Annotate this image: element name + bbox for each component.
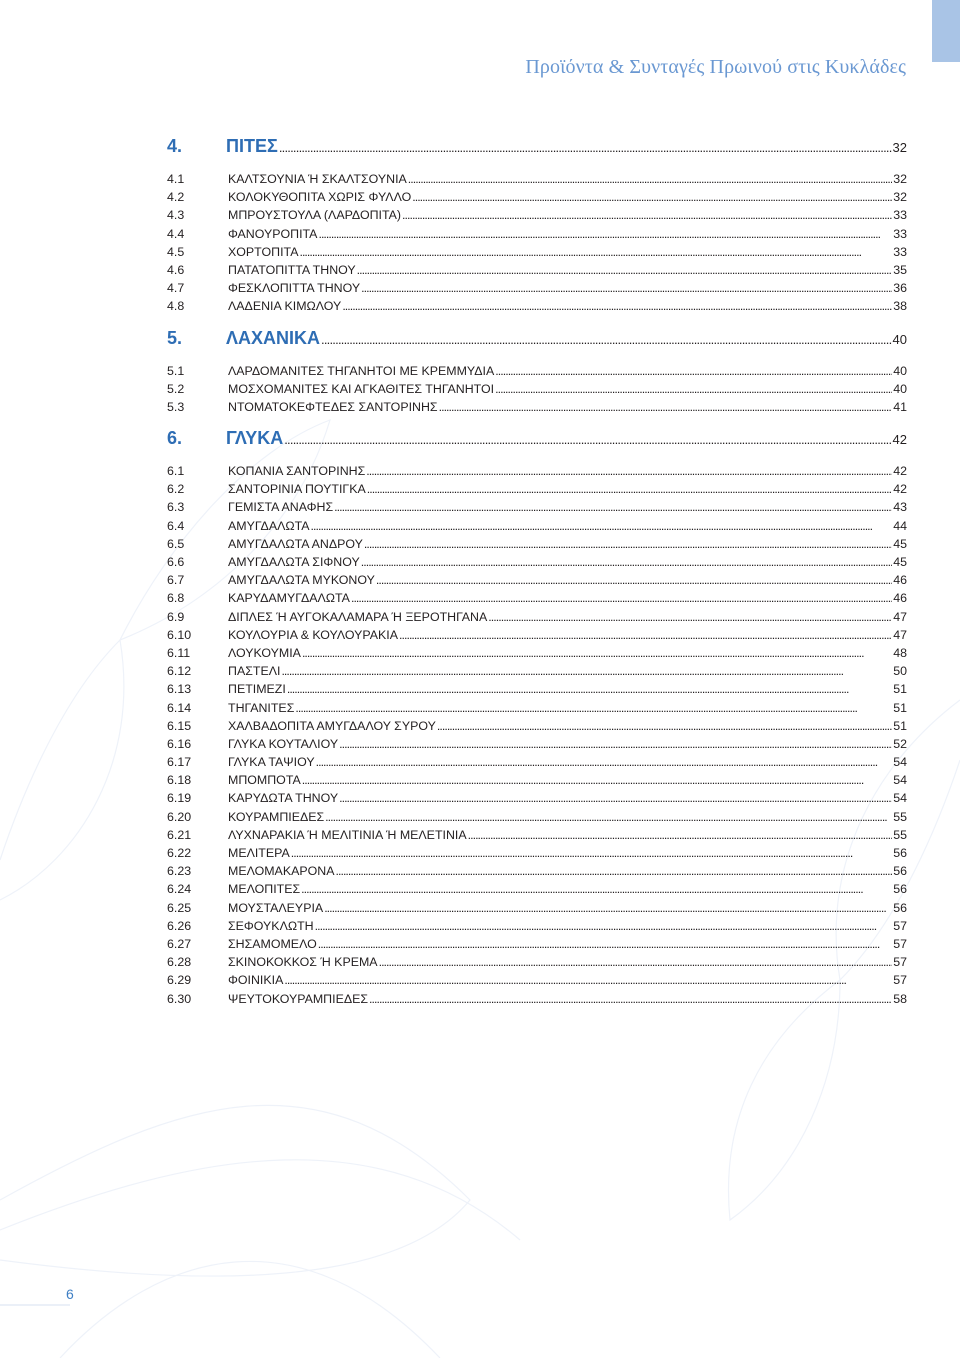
entry-number: 4.4 [167, 226, 185, 241]
dot-leader [291, 844, 892, 862]
entry-number: 6.25 [167, 900, 192, 915]
toc-section-heading[interactable] [167, 136, 907, 161]
entry-page-number: 56 [893, 900, 907, 915]
dot-leader [495, 362, 892, 380]
entry-page-number: 45 [893, 555, 907, 569]
entry-number: 6.28 [167, 955, 192, 970]
entry-title: ΣΑΝΤΟΡΙΝΙΑ ΠΟΥΤΙΓΚΑ [228, 482, 366, 497]
section-title: ΓΛΥΚΑ [226, 428, 284, 449]
toc-entry[interactable] [167, 188, 907, 206]
entry-number: 6.9 [167, 609, 185, 624]
dot-leader [281, 662, 892, 680]
toc-entry[interactable] [167, 380, 907, 398]
page-number: 6 [66, 1286, 74, 1302]
entry-number: 6.13 [167, 682, 192, 697]
entry-title: ΛΥΧΝΑΡΑΚΙΑ Ή ΜΕΛΙΤΙΝΙΑ Ή ΜΕΛΕΤΙΝΙΑ [228, 827, 467, 842]
heading-gap [167, 161, 907, 170]
entry-page-number: 55 [893, 827, 907, 842]
entry-number: 6.15 [167, 718, 192, 733]
toc-entry[interactable] [167, 717, 907, 735]
dot-leader [357, 261, 893, 279]
section-number: 4. [167, 136, 183, 156]
entry-number: 6.6 [167, 555, 185, 569]
dot-leader [316, 753, 893, 771]
entry-page-number: 41 [893, 399, 907, 414]
entry-title: ΑΜΥΓΔΑΛΩΤΑ ΑΝΔΡΟΥ [228, 536, 363, 551]
toc-entry[interactable] [167, 462, 907, 480]
entry-title: ΑΜΥΓΔΑΛΩΤΑ ΣΙΦΝΟΥ [228, 555, 360, 569]
table-of-contents [167, 136, 907, 1008]
entry-number: 6.29 [167, 973, 192, 988]
section-page-number: 42 [892, 432, 907, 448]
entry-page-number: 42 [893, 464, 907, 479]
section-title: ΛΑΧΑΝΙΚΑ [226, 327, 321, 348]
dot-leader [366, 462, 892, 480]
entry-page-number: 32 [893, 172, 907, 186]
entry-page-number: 57 [893, 955, 907, 970]
entry-number: 4.7 [167, 281, 185, 296]
toc-entry[interactable] [167, 589, 907, 607]
entry-number: 6.22 [167, 846, 192, 860]
toc-entry[interactable] [167, 971, 907, 989]
entry-title: ΜΟΥΣΤΑΛΕΥΡΙΑ [228, 900, 324, 915]
entry-title: ΜΕΛΟΜΑΚΑΡΟΝΑ [228, 864, 335, 879]
toc-entry[interactable] [167, 680, 907, 698]
entry-title: ΚΟΥΡΑΜΠΙΕΔΕΣ [228, 809, 325, 824]
dot-leader [488, 608, 892, 626]
entry-title: ΦΕΣΚΛΟΠΙΤΤΑ ΤΗΝΟΥ [228, 281, 361, 296]
entry-number: 6.30 [167, 991, 192, 1006]
dot-leader [284, 971, 892, 989]
section-gap [167, 316, 907, 328]
dot-leader [302, 771, 892, 789]
entry-page-number: 51 [893, 682, 907, 697]
entry-title: ΑΜΥΓΔΑΛΩΤΑ ΜΥΚΟΝΟΥ [228, 573, 375, 588]
entry-page-number: 44 [893, 518, 907, 533]
dot-leader [318, 225, 892, 243]
entry-number: 6.19 [167, 791, 192, 806]
entry-number: 6.16 [167, 736, 192, 751]
entry-number: 6.8 [167, 591, 185, 606]
toc-entry[interactable] [167, 206, 907, 224]
dot-leader [369, 990, 892, 1008]
section-page-number: 32 [892, 140, 907, 155]
toc-entry[interactable] [167, 699, 907, 717]
entry-title: ΜΕΛΙΤΕΡΑ [228, 846, 290, 860]
entry-number: 6.5 [167, 536, 185, 551]
toc-entry[interactable] [167, 862, 907, 880]
entry-title: ΚΑΡΥΔΩΤΑ ΤΗΝΟΥ [228, 791, 339, 806]
toc-entry[interactable] [167, 808, 907, 826]
entry-page-number: 33 [893, 208, 907, 223]
toc-entry[interactable] [167, 935, 907, 953]
entry-number: 6.2 [167, 482, 185, 497]
toc-entry[interactable] [167, 771, 907, 789]
entry-page-number: 54 [893, 755, 907, 770]
section-page-number: 40 [892, 331, 907, 347]
toc-entry[interactable] [167, 844, 907, 862]
entry-title: ΦΟΙΝΙΚΙΑ [228, 973, 284, 988]
entry-title: ΣΚΙΝΟΚΟΚΚΟΣ Ή ΚΡΕΜΑ [228, 955, 378, 970]
entry-page-number: 52 [893, 736, 907, 751]
dot-leader [279, 140, 892, 155]
entry-page-number: 58 [893, 991, 907, 1006]
heading-gap [167, 453, 907, 462]
entry-number: 6.23 [167, 864, 192, 879]
dot-leader [339, 735, 892, 753]
entry-number: 4.5 [167, 244, 185, 259]
dot-leader [402, 206, 892, 224]
entry-page-number: 35 [893, 262, 907, 277]
dot-leader [351, 589, 892, 607]
dot-leader [408, 170, 892, 188]
toc-entry[interactable] [167, 826, 907, 844]
entry-title: ΨΕΥΤΟΚΟΥΡΑΜΠΙΕΔΕΣ [228, 991, 369, 1006]
entry-page-number: 43 [893, 500, 907, 515]
entry-page-number: 57 [893, 918, 907, 933]
toc-section-heading[interactable] [167, 428, 907, 453]
dot-leader [301, 880, 892, 898]
entry-page-number: 46 [893, 573, 907, 588]
dot-leader [299, 243, 892, 261]
entry-number: 6.17 [167, 755, 192, 770]
dot-leader [321, 332, 892, 347]
toc-entry[interactable] [167, 297, 907, 315]
dot-leader [361, 553, 892, 571]
entry-title: ΠΑΣΤΕΛΙ [228, 664, 281, 679]
toc-entry[interactable] [167, 735, 907, 753]
entry-title: ΓΛΥΚΑ ΤΑΨΙΟΥ [228, 755, 315, 770]
toc-entry[interactable] [167, 535, 907, 553]
entry-title: ΓΛΥΚΑ ΚΟΥΤΑΛΙΟΥ [228, 736, 339, 751]
entry-page-number: 54 [893, 773, 907, 788]
dot-leader [284, 432, 891, 447]
dot-leader [364, 535, 892, 553]
entry-page-number: 56 [893, 864, 907, 879]
toc-entry[interactable] [167, 571, 907, 589]
toc-entry[interactable] [167, 279, 907, 297]
entry-page-number: 33 [893, 244, 907, 259]
corner-tab [932, 0, 960, 62]
toc-entry[interactable] [167, 608, 907, 626]
entry-title: ΧΑΛΒΑΔΟΠΙΤΑ ΑΜΥΓΔΑΛΟΥ ΣΥΡΟΥ [228, 718, 436, 733]
entry-page-number: 57 [893, 973, 907, 988]
dot-leader [339, 789, 892, 807]
running-header-title: Προϊόντα & Συνταγές Πρωινού στις Κυκλάδες [525, 56, 906, 78]
toc-entry[interactable] [167, 170, 907, 188]
entry-page-number: 55 [893, 809, 907, 824]
dot-leader [324, 899, 892, 917]
entry-number: 6.7 [167, 573, 185, 588]
dot-leader [379, 953, 893, 971]
entry-page-number: 33 [893, 226, 907, 241]
entry-page-number: 32 [893, 190, 907, 205]
dot-leader [367, 480, 892, 498]
entry-page-number: 45 [893, 536, 907, 551]
entry-page-number: 46 [893, 591, 907, 606]
entry-title: ΑΜΥΓΔΑΛΩΤΑ [228, 518, 310, 533]
dot-leader [325, 808, 892, 826]
entry-number: 4.6 [167, 262, 185, 277]
entry-title: ΧΟΡΤΟΠΙΤΑ [228, 244, 299, 259]
section-number: 5. [167, 327, 183, 348]
entry-page-number: 56 [893, 846, 907, 860]
dot-leader [468, 826, 893, 844]
entry-title: ΚΟΛΟΚΥΘΟΠΙΤΑ ΧΩΡΙΣ ΦΥΛΛΟ [228, 190, 412, 205]
entry-number: 6.14 [167, 700, 192, 715]
dot-leader [287, 680, 892, 698]
entry-number: 6.20 [167, 809, 192, 824]
entry-title: ΦΑΝΟΥΡΟΠΙΤΑ [228, 226, 318, 241]
entry-number: 6.10 [167, 627, 192, 642]
entry-number: 6.26 [167, 918, 192, 933]
section-number: 6. [167, 428, 183, 449]
entry-number: 6.3 [167, 500, 185, 515]
entry-title: ΛΑΡΔΟΜΑΝΙΤΕΣ ΤΗΓΑΝΗΤΟΙ ΜΕ ΚΡΕΜΜΥΔΙΑ [228, 363, 495, 378]
entry-title: ΜΕΛΟΠΙΤΕΣ [228, 882, 301, 897]
dot-leader [315, 917, 893, 935]
toc-entry[interactable] [167, 880, 907, 898]
entry-page-number: 54 [893, 791, 907, 806]
toc-entry[interactable] [167, 398, 907, 416]
dot-leader [334, 498, 892, 516]
toc-entry[interactable] [167, 553, 907, 571]
entry-title: ΜΟΣΧΟΜΑΝΙΤΕΣ ΚΑΙ ΑΓΚΑΘΙΤΕΣ ΤΗΓΑΝΗΤΟΙ [228, 381, 495, 396]
toc-entry[interactable] [167, 917, 907, 935]
entry-number: 4.2 [167, 190, 185, 205]
dot-leader [335, 862, 892, 880]
entry-number: 5.1 [167, 363, 185, 378]
toc-entry[interactable] [167, 662, 907, 680]
entry-number: 4.1 [167, 172, 185, 186]
dot-leader [399, 626, 892, 644]
dot-leader [295, 699, 892, 717]
toc-entry[interactable] [167, 789, 907, 807]
entry-title: ΛΟΥΚΟΥΜΙΑ [228, 645, 301, 660]
entry-title: ΚΑΡΥΔΑΜΥΓΔΑΛΩΤΑ [228, 591, 350, 606]
toc-entry[interactable] [167, 899, 907, 917]
dot-leader [311, 517, 893, 535]
toc-entry[interactable] [167, 480, 907, 498]
entry-page-number: 56 [893, 882, 907, 897]
dot-leader [361, 279, 892, 297]
toc-entry[interactable] [167, 990, 907, 1008]
entry-title: ΚΑΛΤΣΟΥΝΙΑ Ή ΣΚΑΛΤΣΟΥΝΙΑ [228, 172, 407, 186]
entry-page-number: 47 [893, 627, 907, 642]
entry-title: ΔΙΠΛΕΣ Ή ΑΥΓΟΚΑΛΑΜΑΡΑ Ή ΞΕΡΟΤΗΓΑΝΑ [228, 609, 488, 624]
entry-page-number: 38 [893, 299, 907, 314]
toc-entry[interactable] [167, 626, 907, 644]
dot-leader [437, 717, 892, 735]
entry-page-number: 36 [893, 281, 907, 296]
entry-number: 6.24 [167, 882, 192, 897]
entry-title: ΠΕΤΙΜΕΖΙ [228, 682, 286, 697]
dot-leader [318, 935, 892, 953]
dot-leader [495, 380, 892, 398]
dot-leader [412, 188, 892, 206]
entry-title: ΛΑΔΕΝΙΑ ΚΙΜΩΛΟΥ [228, 299, 342, 314]
entry-page-number: 42 [893, 482, 907, 497]
section-title: ΠΙΤΕΣ [226, 136, 278, 156]
entry-title: ΜΠΟΜΠΟΤΑ [228, 773, 301, 788]
entry-page-number: 48 [893, 645, 907, 660]
entry-number: 6.11 [167, 645, 191, 660]
dot-leader [342, 297, 892, 315]
entry-page-number: 57 [893, 936, 907, 951]
entry-title: ΓΕΜΙΣΤΑ ΑΝΑΦΗΣ [228, 500, 334, 515]
entry-number: 4.8 [167, 299, 185, 314]
entry-number: 6.12 [167, 664, 192, 679]
entry-title: ΠΑΤΑΤΟΠΙΤΤΑ ΤΗΝΟΥ [228, 262, 356, 277]
entry-title: ΝΤΟΜΑΤΟΚΕΦΤΕΔΕΣ ΣΑΝΤΟΡΙΝΗΣ [228, 399, 438, 414]
entry-number: 4.3 [167, 208, 185, 223]
entry-number: 6.27 [167, 936, 192, 951]
section-gap [167, 416, 907, 428]
heading-gap [167, 353, 907, 362]
entry-page-number: 40 [893, 381, 907, 396]
entry-number: 6.18 [167, 773, 192, 788]
entry-page-number: 51 [893, 718, 907, 733]
entry-number: 6.4 [167, 518, 185, 533]
entry-number: 5.2 [167, 381, 185, 396]
toc-entry[interactable] [167, 953, 907, 971]
entry-page-number: 47 [893, 609, 907, 624]
entry-title: ΣΕΦΟΥΚΛΩΤΗ [228, 918, 314, 933]
entry-title: ΤΗΓΑΝΙΤΕΣ [228, 700, 295, 715]
toc-entry[interactable] [167, 753, 907, 771]
entry-title: ΚΟΠΑΝΙΑ ΣΑΝΤΟΡΙΝΗΣ [228, 464, 366, 479]
entry-number: 6.21 [167, 827, 192, 842]
entry-page-number: 51 [893, 700, 907, 715]
entry-title: ΣΗΣΑΜΟΜΕΛΟ [228, 936, 317, 951]
toc-entry[interactable] [167, 644, 907, 662]
entry-page-number: 40 [893, 363, 907, 378]
entry-page-number: 50 [893, 664, 907, 679]
entry-title: ΜΠΡΟΥΣΤΟΥΛΑ (ΛΑΡΔΟΠΙΤΑ) [228, 208, 402, 223]
entry-number: 5.3 [167, 399, 185, 414]
toc-entry[interactable] [167, 261, 907, 279]
dot-leader [302, 644, 892, 662]
entry-number: 6.1 [167, 464, 185, 479]
dot-leader [376, 571, 892, 589]
toc-entry[interactable] [167, 225, 907, 243]
dot-leader [439, 398, 893, 416]
toc-entry[interactable] [167, 362, 907, 380]
toc-entry[interactable] [167, 243, 907, 261]
entry-title: ΚΟΥΛΟΥΡΙΑ & ΚΟΥΛΟΥΡΑΚΙΑ [228, 627, 398, 642]
toc-section-heading[interactable] [167, 328, 907, 353]
toc-entry[interactable] [167, 498, 907, 516]
toc-entry[interactable] [167, 517, 907, 535]
